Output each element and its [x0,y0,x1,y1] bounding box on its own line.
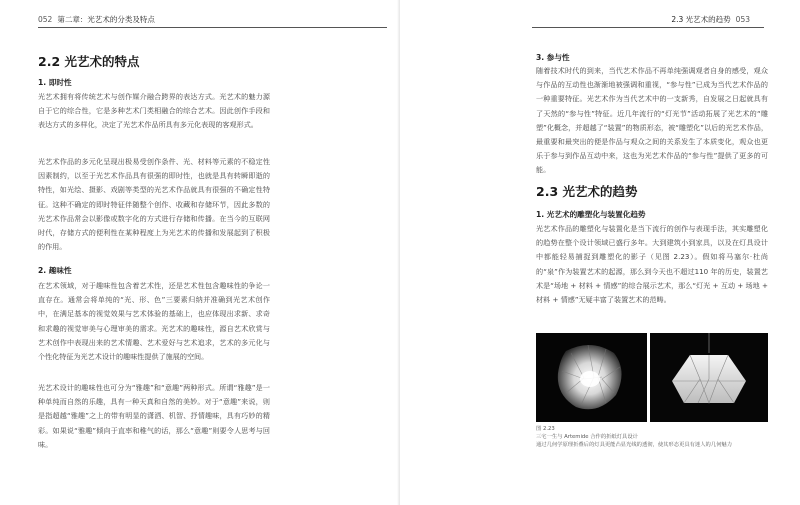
left-chapter-title: 第二章：光艺术的分类及特点 [57,15,155,24]
figure-caption-line-1: 三宅一生与 Artemide 合作的折纸灯具设计 [536,434,638,440]
subsection-heading-interest: 2. 趣味性 [38,266,72,275]
left-page-number: 052 [38,15,53,24]
figure-label: 图 2.23 [536,426,555,432]
right-page-number: 053 [735,15,750,24]
figure-photo-folded-lamp-front [650,333,768,422]
immediacy-paragraph-1: 光艺术拥有将传统艺术与创作媒介融合跨界的表达方式。光艺术的魅力源自于它的综合性，它是多种艺术门类相融合的综合艺术。因此创作手段和表达方式的多样化，决定了光艺术作品所具有多元化表现的客观形式。 [38,92,270,130]
participation-paragraph: 随着技术时代的到来，当代艺术作品不再单纯强调观者自身的感受，观众与作品的互动性也渐渐地被强调和重视，“参与性”已成为当代艺术作品的一种重要特征。光艺术作为当代艺术中的一支新秀，自发展之日起就具有了天然的“参与性”特征。近几年流行的“灯光节”活动拓展了光艺术的“雕塑”化概念，并超越了“装置”的物质形态，被“雕塑化”以后的光艺术作品，最重要和最突出的便是作品与观众之间的关系发生了本质变化，观众也更乐于参与到作品互动中来，这也为光艺术作品的“参与性”提供了更多的可能。 [536,66,768,175]
figure-caption-line-2: 通过几何学原理折叠后的灯具更能凸显光线的透彻，使其形态更具有迷人的几何魅力 [536,442,732,448]
section-title-2-2: 2.2 光艺术的特点 [38,54,140,69]
immediacy-paragraph-2: 光艺术作品的多元化呈现出极易受创作条件、光、材料等元素的不稳定性因素制约，以至于光艺术作品具有很强的即时性，也就是具有转瞬即逝的特性，如光绘、摄影、戏剧等类型的光艺术作品就具有很强的不确定性特征。这种不确定的即时特征伴随整个创作、收藏和存储环节，因此多数的光艺术作品常会以影像或数字化的方式进行存储和传播。在当今的互联网时代，存储方式的便利性在某种程度上为光艺术的传播和发展起到了积极的作用。 [38,157,270,252]
right-header-rule [532,27,764,28]
sculptural-trend-paragraph: 光艺术作品的雕塑化与装置化是当下流行的创作与表现手法，其实雕塑化的趋势在整个设计领域已盛行多年。大到建筑小到家具，以及在灯具设计中都能轻易捕捉到雕塑化的影子（见图 2.23）。假如将马塞尔·杜尚的“泉”作为装置艺术的起源，那么到今天也不超过110 年的历史，装置艺术是“场地 + 材料 + 情感”的综合展示艺术，那么“灯光 + 互动 + 场地 + 材料 + 情感”无疑丰富了装置艺术的范畴。 [536,224,768,305]
subsection-heading-sculptural-trend: 1. 光艺术的雕塑化与装置化趋势 [536,210,646,219]
right-running-head [671,14,750,25]
subsection-heading-participation: 3. 参与性 [536,53,570,62]
section-title-2-3: 2.3 光艺术的趋势 [536,184,638,199]
interest-paragraph-1: 在艺术领域，对于趣味性包含着艺术性，还是艺术性包含趣味性的争论一直存在。通常会将单纯的“光、形、色”三要素归纳并准确到光艺术创作中，在满足基本的视觉效果与艺术体验的基础上，也应体现出求新、求奇和求趣的视觉审美与心理审美的需求。光艺术的趣味性，源自艺术欣赏与艺术创作中表现出来的艺术情趣、艺术爱好与艺术追求，艺术的多元化与个性化特征为光艺术设计的趣味性提供了施展的空间。 [38,281,270,362]
figure-photo-folded-lamp-side [536,333,647,422]
left-running-head [38,14,155,25]
left-header-rule [38,27,387,28]
subsection-heading-immediacy: 1. 即时性 [38,78,72,87]
right-section-title: 2.3 光艺术的趋势 [671,15,731,24]
interest-paragraph-2: 光艺术设计的趣味性也可分为“雅趣”和“意趣”两种形式。所谓“雅趣”是一种单纯而自然的乐趣，具有一种天真和自然的美妙。对于“意趣”来说，则是指超越“雅趣”之上的带有明显的潇洒、机智、抒情趣味，具有巧妙的精彩。如果说“雅趣”倾向于直率和稚气的话，那么“意趣”则要令人思考与回味。 [38,383,270,449]
